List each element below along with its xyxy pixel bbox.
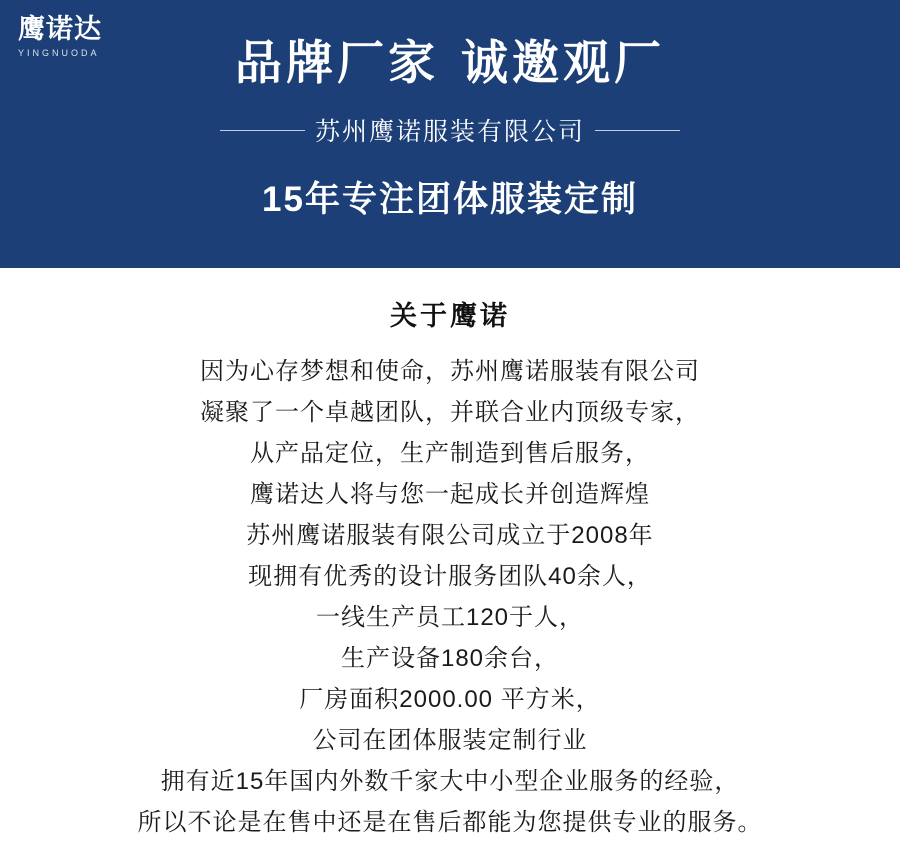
about-line: 因为心存梦想和使命，苏州鹰诺服装有限公司 (200, 358, 700, 385)
about-section (0, 268, 900, 843)
divider-right (595, 130, 680, 131)
about-line: 生产设备180余台， (340, 645, 560, 672)
about-line: 厂房面积2000.00 平方米， (299, 686, 601, 713)
banner-title-part2: 诚邀观厂 (461, 36, 665, 89)
about-line: 公司在团体服装定制行业 (312, 727, 588, 754)
company-name: 苏州鹰诺服装有限公司 (315, 118, 586, 147)
about-line: 鹰诺达人将与您一起成长并创造辉煌 (250, 481, 650, 508)
divider-left (220, 130, 305, 131)
banner-subtitle-row (220, 112, 680, 148)
banner-title-part1: 品牌厂家 (235, 36, 439, 89)
about-line: 所以不论是在售中还是在售后都能为您提供专业的服务。 (137, 809, 763, 836)
about-heading: 关于鹰诺 (390, 301, 510, 331)
about-line: 从产品定位，生产制造到售后服务， (250, 440, 650, 467)
about-line: 拥有近15年国内外数千家大中小型企业服务的经验， (160, 768, 740, 795)
about-line: 凝聚了一个卓越团队，并联合业内顶级专家， (200, 399, 700, 426)
brand-logo-name: 鹰诺达 (18, 14, 102, 45)
banner-slogan: 15年专注团体服装定制 (262, 180, 638, 220)
banner-title (235, 36, 665, 90)
about-line: 现拥有优秀的设计服务团队40余人， (248, 563, 652, 590)
banner-content (0, 0, 900, 268)
about-line: 一线生产员工120于人， (315, 604, 585, 631)
brand-logo-pinyin: YINGNUODA (18, 48, 100, 58)
about-line: 苏州鹰诺服装有限公司成立于2008年 (246, 522, 654, 549)
header-banner (0, 0, 900, 268)
